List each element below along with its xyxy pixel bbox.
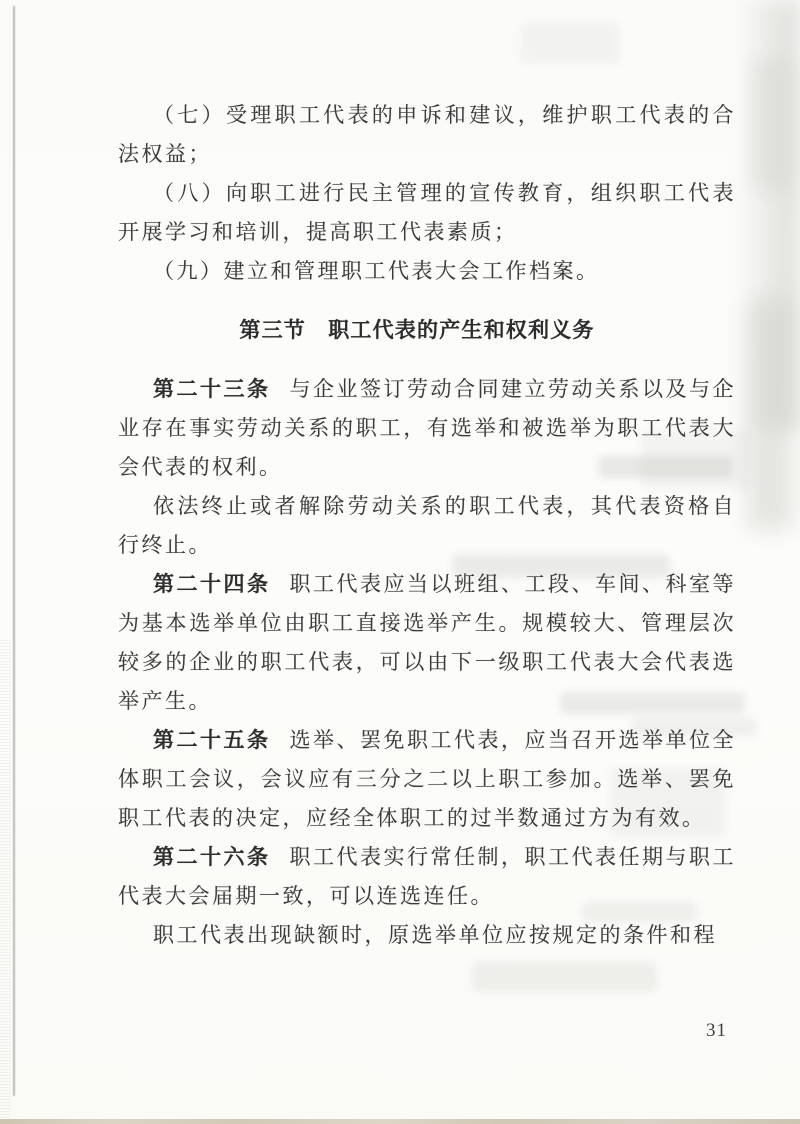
article-26 [118,838,736,916]
article-26-number: 第二十六条 [153,845,271,869]
list-item-9: （九）建立和管理职工代表大会工作档案。 [153,259,600,283]
scan-left-edge-line [13,6,15,1096]
section-heading: 第三节 职工代表的产生和权利义务 [239,318,595,342]
article-24 [118,565,736,721]
article-23-paragraph-2: 依法终止或者解除劳动关系的职工代表，其代表资格自行终止。 [118,494,736,557]
bleed-through-mark [520,22,620,64]
scan-right-shadow [748,300,792,530]
article-25-text: 选举、罢免职工代表，应当召开选举单位全体职工会议，会议应有三分之二以上职工参加。选举、罢免职工代表的决定，应经全体职工的过半数通过方为有效。 [118,728,736,830]
article-26-paragraph-2: 职工代表出现缺额时，原选举单位应按规定的条件和程 [153,923,717,947]
article-24-text: 职工代表应当以班组、工段、车间、科室等为基本选举单位由职工直接选举产生。规模较大、管理层次较多的企业的职工代表，可以由下一级职工代表大会代表选举产生。 [118,572,736,713]
scan-right-shadow [752,60,792,190]
scan-right-shadow [740,0,800,430]
page-number: 31 [706,1020,727,1041]
article-26-text: 职工代表实行常任制，职工代表任期与职工代表大会届期一致，可以连选连任。 [118,845,736,908]
scan-bottom-edge [0,1119,800,1124]
bleed-through-mark [472,962,657,992]
scan-left-edge-texture [0,640,11,1124]
list-item-7: （七）受理职工代表的申诉和建议，维护职工代表的合法权益； [118,103,736,166]
article-23 [118,370,736,487]
article-25 [118,721,736,838]
document-body [118,96,736,955]
list-item-8: （八）向职工进行民主管理的宣传教育，组织职工代表开展学习和培训，提高职工代表素质； [118,181,736,244]
article-25-number: 第二十五条 [153,728,271,752]
article-24-number: 第二十四条 [153,572,271,596]
article-23-text: 与企业签订劳动合同建立劳动关系以及与企业存在事实劳动关系的职工，有选举和被选举为职工代表大会代表的权利。 [118,377,736,479]
article-23-number: 第二十三条 [153,377,271,401]
